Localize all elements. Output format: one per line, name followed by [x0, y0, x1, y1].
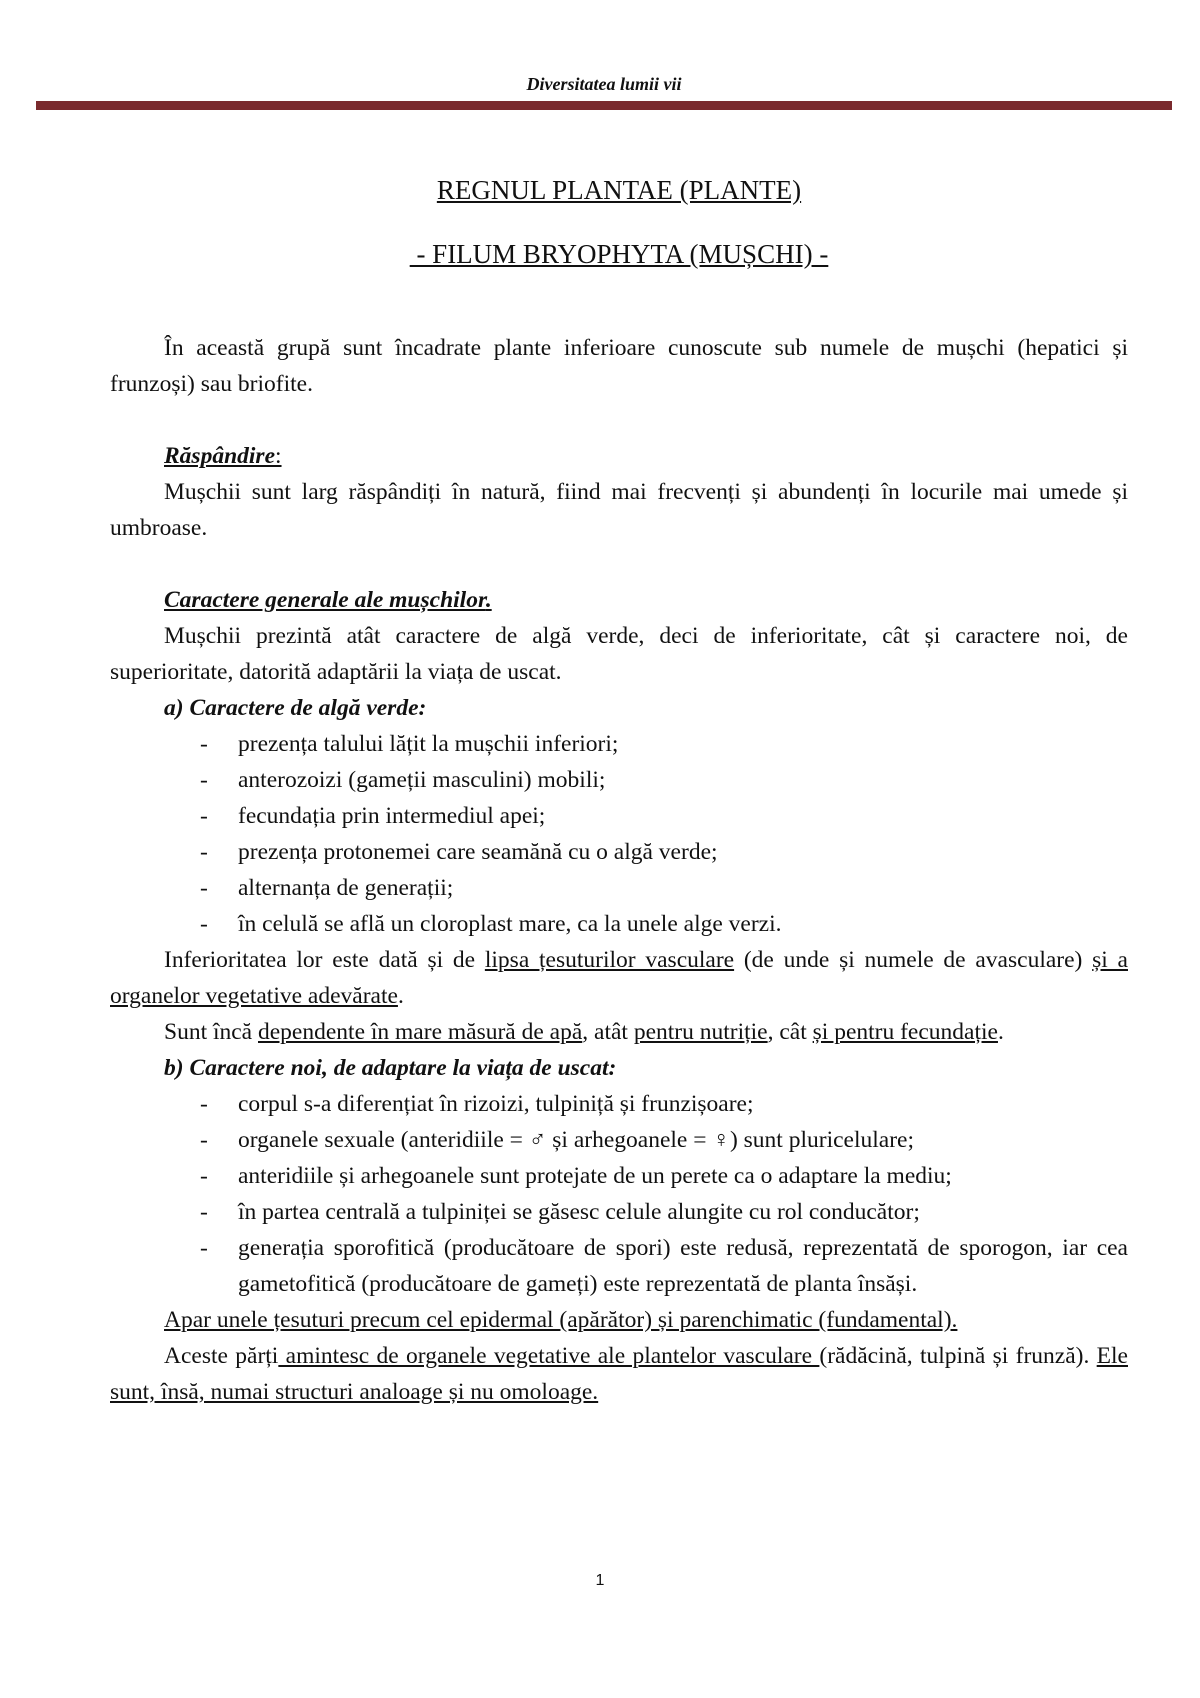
- list-item: [110, 1194, 1128, 1230]
- underlined-run: dependente în mare măsură de apă: [258, 1019, 583, 1045]
- text-run: .: [997, 1019, 1004, 1045]
- dash-bullet: -: [200, 731, 208, 757]
- underlined-run: și pentru fecundație: [812, 1019, 998, 1045]
- dash-bullet: -: [200, 1235, 208, 1261]
- list-item: [110, 834, 1128, 870]
- heading-colon: :: [275, 443, 282, 469]
- dash-bullet: -: [200, 1127, 208, 1153]
- list-item-text: generația sporofitică (producătoare de spori) este redusă, reprezentată de sporogon, iar cea gametofitică (producătoare de gameți) este reprezentată de planta însăși.: [238, 1235, 1128, 1297]
- dash-bullet: -: [200, 1091, 208, 1117]
- text-run: , atât: [582, 1019, 634, 1045]
- heading-text: Caractere generale ale mușchilor: [164, 587, 486, 613]
- dash-bullet: -: [200, 1163, 208, 1189]
- list-item-text: prezența protonemei care seamănă cu o algă verde;: [238, 839, 718, 865]
- text-run: (rădăcină, tulpină și frunză).: [819, 1343, 1097, 1369]
- list-item: [110, 906, 1128, 942]
- tesuturi-paragraph: [110, 1302, 1128, 1338]
- list-item-text: alternanța de generații;: [238, 875, 454, 901]
- running-header: Diversitatea lumii vii: [526, 74, 682, 94]
- list-item-text: corpul s-a diferențiat în rizoizi, tulpiniță și frunzișoare;: [238, 1091, 754, 1117]
- list-item: [110, 1230, 1128, 1302]
- list-item-text: în celulă se află un cloroplast mare, ca la unele alge verzi.: [238, 911, 782, 937]
- dash-bullet: -: [200, 803, 208, 829]
- raspandire-paragraph: Mușchii sunt larg răspândiți în natură, fiind mai frecvenți și abundenți în locurile mai umede și umbroase.: [110, 479, 1128, 541]
- text-run: Sunt încă: [164, 1019, 258, 1045]
- text-run: (de unde și numele de avasculare): [734, 947, 1093, 973]
- dash-bullet: -: [200, 767, 208, 793]
- dash-bullet: -: [200, 875, 208, 901]
- inferioritate-paragraph: [110, 942, 1128, 1014]
- underlined-run: pentru nutriție: [633, 1019, 768, 1045]
- section-heading-raspandire: [110, 438, 1128, 474]
- underlined-run: Ele sunt, însă, numai structuri analoage și nu omoloage.: [110, 1343, 1128, 1405]
- caractere-intro-paragraph: Mușchii prezintă atât caractere de algă verde, deci de inferioritate, cât și caractere noi, de superioritate, datorită adaptării la viața de uscat.: [110, 623, 1128, 685]
- text-run: Aceste părți: [164, 1343, 279, 1369]
- list-item: [110, 726, 1128, 762]
- text-run: Inferioritatea lor este dată și de: [164, 947, 485, 973]
- dash-bullet: -: [200, 839, 208, 865]
- section-heading-caractere: [110, 582, 1128, 618]
- list-item: [110, 798, 1128, 834]
- list-adaptare-uscat: [110, 1086, 1128, 1302]
- text-run: .: [397, 983, 404, 1009]
- list-item-text: prezența talului lățit la mușchii inferiori;: [238, 731, 619, 757]
- subheading-alga-verde: a) Caractere de algă verde:: [164, 695, 427, 721]
- heading-period: .: [485, 587, 492, 613]
- list-item: [110, 1122, 1128, 1158]
- dash-bullet: -: [200, 911, 208, 937]
- page-number: 1: [595, 1572, 605, 1589]
- page-subtitle: [110, 234, 1128, 274]
- list-item: [110, 870, 1128, 906]
- text-run: , cât: [767, 1019, 813, 1045]
- document-body: [110, 170, 1128, 1410]
- dependente-paragraph: [110, 1014, 1128, 1050]
- list-item: [110, 1158, 1128, 1194]
- list-item-text: anterozoizi (gameții masculini) mobili;: [238, 767, 606, 793]
- list-item-text: fecundația prin intermediul apei;: [238, 803, 546, 829]
- list-item: [110, 762, 1128, 798]
- list-item: [110, 1086, 1128, 1122]
- page-subtitle-text: - FILUM BRYOPHYTA (MUȘCHI) -: [409, 239, 829, 269]
- subheading-adaptare-uscat: b) Caractere noi, de adaptare la viața de uscat:: [164, 1055, 617, 1081]
- list-item-text: în partea centrală a tulpiniței se găsesc celule alungite cu rol conducător;: [238, 1199, 920, 1225]
- list-item-text: anteridiile și arhegoanele sunt protejate de un perete ca o adaptare la mediu;: [238, 1163, 952, 1189]
- page-title: REGNUL PLANTAE (PLANTE): [436, 175, 802, 205]
- list-item-text: organele sexuale (anteridiile = ♂ și arhegoanele = ♀) sunt pluricelulare;: [238, 1127, 914, 1153]
- underlined-run: Apar unele țesuturi precum cel epidermal (apărător) și parenchimatic (fundamental).: [164, 1307, 958, 1333]
- header-rule: [36, 101, 1172, 110]
- dash-bullet: -: [200, 1199, 208, 1225]
- heading-text: Răspândire: [164, 443, 275, 469]
- underlined-run: lipsa țesuturilor vasculare: [484, 947, 735, 973]
- underlined-run: și a organelor vegetative adevărate: [110, 947, 1128, 1009]
- intro-paragraph: În această grupă sunt încadrate plante inferioare cunoscute sub numele de mușchi (hepatici și frunzoși) sau briofite.: [110, 335, 1128, 397]
- list-alga-verde: [110, 726, 1128, 942]
- underlined-run: amintesc de organele vegetative ale plantelor vasculare: [278, 1343, 820, 1369]
- aceste-paragraph: [110, 1338, 1128, 1410]
